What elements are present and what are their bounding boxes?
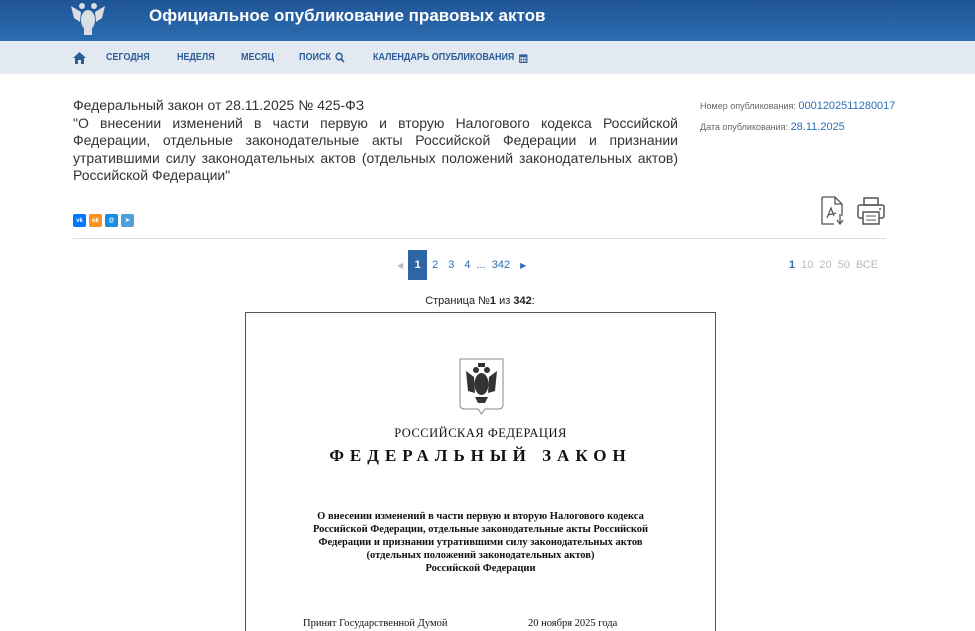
nav-month[interactable] bbox=[241, 52, 274, 63]
publication-meta bbox=[700, 100, 895, 142]
page-4[interactable]: 4 bbox=[464, 259, 471, 271]
page-3[interactable]: 3 bbox=[448, 259, 455, 271]
nav-label: КАЛЕНДАРЬ ОПУБЛИКОВАНИЯ bbox=[372, 52, 515, 63]
nav-today[interactable] bbox=[106, 52, 150, 63]
pub-number: 0001202511280017 bbox=[798, 100, 896, 112]
page-last[interactable]: 342 bbox=[491, 259, 511, 271]
print-icon[interactable] bbox=[856, 196, 886, 226]
nav-week[interactable] bbox=[177, 52, 215, 63]
home-icon[interactable] bbox=[73, 52, 86, 64]
mailru-share-icon[interactable]: @ bbox=[105, 214, 118, 227]
ok-share-icon[interactable]: ok bbox=[89, 214, 102, 227]
nav-label: МЕСЯЦ bbox=[240, 52, 274, 63]
per-page-selector bbox=[789, 259, 878, 271]
per-page-50[interactable]: 50 bbox=[837, 259, 850, 271]
page-prefix: Страница № bbox=[425, 295, 490, 307]
doc-name-line: О внесении изменений в части первую и вторую Налогового кодекса bbox=[317, 511, 644, 522]
law-title bbox=[73, 97, 678, 185]
next-page-button[interactable]: ▶ bbox=[520, 260, 527, 270]
page-total: 342 bbox=[513, 295, 532, 307]
doc-adopted: Принят Государственной Думой bbox=[303, 618, 448, 629]
site-title[interactable]: Официальное опубликование правовых актов bbox=[149, 6, 546, 25]
pdf-download-icon[interactable] bbox=[820, 196, 846, 226]
pub-date-label: Дата опубликования: bbox=[700, 122, 789, 132]
main-nav bbox=[0, 41, 975, 74]
coat-of-arms-icon bbox=[458, 357, 505, 415]
page-suffix: : bbox=[531, 295, 535, 307]
pub-number-label: Номер опубликования: bbox=[700, 101, 796, 111]
page-2[interactable]: 2 bbox=[432, 259, 439, 271]
law-subtitle: "О внесении изменений в части первую и вторую Налогового кодекса Российской Федерации, отдельные законодательные акты Российской Федерации и признании утратившими силу законодательных актов (отдельных положений законодательных актов) Российской Федерации" bbox=[73, 114, 678, 183]
page-1[interactable]: 1 bbox=[408, 250, 427, 280]
doc-name-line: Российской Федерации, отдельные законодательные акты Российской bbox=[312, 524, 649, 535]
nav-search[interactable] bbox=[299, 52, 345, 63]
doc-name-line: (отдельных положений законодательных актов) bbox=[366, 550, 595, 561]
per-page-all[interactable]: ВСЕ bbox=[855, 259, 879, 271]
pub-date: 28.11.2025 bbox=[790, 121, 845, 133]
document-page-image bbox=[245, 312, 716, 631]
law-heading: Федеральный закон от 28.11.2025 № 425-ФЗ bbox=[73, 97, 365, 113]
coat-of-arms-logo[interactable] bbox=[68, 0, 108, 38]
per-page-10[interactable]: 10 bbox=[801, 259, 814, 271]
doc-type: ФЕДЕРАЛЬНЫЙ ЗАКОН bbox=[329, 446, 632, 465]
per-page-20[interactable]: 20 bbox=[819, 259, 832, 271]
calendar-icon bbox=[519, 53, 528, 63]
page-mid: из bbox=[496, 295, 514, 307]
nav-label: СЕГОДНЯ bbox=[106, 52, 150, 63]
doc-name-line: Федерации и признании утратившими силу законодательных актов bbox=[318, 537, 643, 548]
pager-ellipsis: ... bbox=[476, 259, 486, 271]
nav-label: НЕДЕЛЯ bbox=[176, 52, 215, 63]
site-header bbox=[0, 0, 975, 41]
doc-name bbox=[246, 510, 715, 575]
page-num: 1 bbox=[489, 295, 497, 307]
prev-page-button[interactable]: ◀ bbox=[397, 260, 404, 270]
telegram-share-icon[interactable]: ➤ bbox=[121, 214, 134, 227]
page-indicator bbox=[0, 295, 960, 307]
pagination bbox=[392, 250, 531, 280]
nav-label: ПОИСК bbox=[299, 52, 332, 63]
search-icon bbox=[336, 52, 346, 63]
doc-adopted-date: 20 ноября 2025 года bbox=[528, 618, 618, 629]
per-page-1[interactable]: 1 bbox=[789, 259, 796, 271]
divider bbox=[73, 238, 886, 239]
vk-share-icon[interactable]: vk bbox=[73, 214, 86, 227]
doc-name-line: Российской Федерации bbox=[425, 563, 536, 574]
nav-calendar[interactable] bbox=[373, 52, 528, 63]
document-actions bbox=[820, 196, 886, 226]
social-share bbox=[73, 214, 134, 227]
doc-country: РОССИЙСКАЯ ФЕДЕРАЦИЯ bbox=[394, 426, 567, 440]
